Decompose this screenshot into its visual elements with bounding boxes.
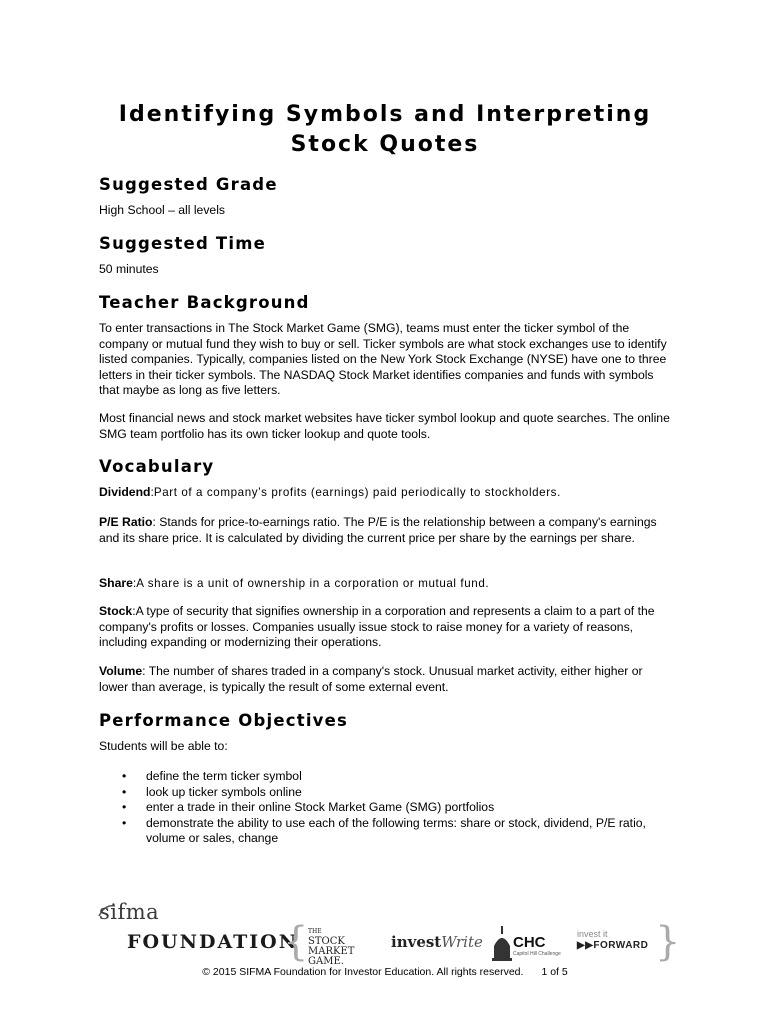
copyright-text: © 2015 SIFMA Foundation for Investor Education. All rights reserved. xyxy=(202,966,524,978)
investwrite-a: invest xyxy=(391,933,442,951)
smg-the: THE xyxy=(308,928,322,935)
vocab-definition: The number of shares traded in a company's stock. Unusual market activity, either higher or lower than average, is typically the result of some external event. xyxy=(99,664,643,694)
background-paragraph-2: Most financial news and stock market websites have ticker symbol lookup and quote searches. The online SMG team portfolio has its own ticker lookup and quote tools. xyxy=(99,411,670,441)
foundation-logo: FOUNDATION xyxy=(127,931,299,953)
vocab-volume xyxy=(99,664,674,695)
smg-line-2: MARKET xyxy=(308,946,355,957)
title-line-1: Identifying Symbols and Interpreting xyxy=(118,102,652,127)
title-line-2: Stock Quotes xyxy=(290,132,480,157)
heading-suggested-time: Suggested Time xyxy=(99,234,266,253)
objectives-intro: Students will be able to: xyxy=(99,739,228,753)
vocab-definition: Stands for price-to-earnings ratio. The P/E is the relationship between a company's earnings and its share price. It is calculated by dividing the current price per share by the earnings per share. xyxy=(99,515,657,545)
chc-subtitle: Capitol Hill Challenge xyxy=(513,951,561,957)
vocab-sep: : xyxy=(142,664,149,678)
vocab-sep: : xyxy=(150,485,154,499)
footer-copyright xyxy=(0,966,770,978)
chc-logo: CHC xyxy=(513,934,546,951)
vocab-term: Volume xyxy=(99,664,143,678)
smg-line-3: GAME. xyxy=(308,956,344,967)
list-item: • look up ticker symbols online xyxy=(99,785,679,801)
page-number: 1 of 5 xyxy=(541,966,568,978)
invest-it-forward-logo: ▶▶FORWARD xyxy=(577,940,649,951)
time-text: 50 minutes xyxy=(99,262,159,276)
heading-teacher-background: Teacher Background xyxy=(99,293,310,312)
stock-market-game-logo xyxy=(308,927,354,967)
heading-vocabulary: Vocabulary xyxy=(99,457,215,476)
vocab-definition: Part of a company’s profits (earnings) paid periodically to stockholders. xyxy=(153,486,561,499)
brace-right-icon: } xyxy=(655,919,681,965)
sifma-logo: sifma xyxy=(99,900,160,924)
vocab-term: Dividend xyxy=(99,485,151,499)
vocab-term: Share xyxy=(99,576,133,590)
invest-it-label: invest it xyxy=(577,929,608,939)
vocab-sep: : xyxy=(132,576,137,590)
heading-suggested-grade: Suggested Grade xyxy=(99,175,278,194)
list-item: • demonstrate the ability to use each of the following terms: share or stock, dividend, P/E ratio, volume or sales, change xyxy=(99,816,679,847)
brace-left-icon: { xyxy=(283,919,309,965)
vocab-term: P/E Ratio xyxy=(99,515,153,529)
smg-line-1: STOCK xyxy=(308,936,345,947)
background-paragraph-1: To enter transactions in The Stock Market Game (SMG), teams must enter the ticker symbol of the company or mutual fund they wish to buy or sell. Ticker symbols are what stock exchanges use to identify listed companies. Typically, companies listed on the New York Stock Exchange (NYSE) have one to three letters in their ticker symbols. The NASDAQ Stock Market identifies companies and funds with symbols that maybe as long as five letters. xyxy=(99,321,667,397)
investwrite-b: Write xyxy=(441,933,483,951)
footer-logos xyxy=(95,900,681,970)
vocab-share xyxy=(99,576,674,592)
grade-text: High School – all levels xyxy=(99,203,226,217)
heading-performance-objectives: Performance Objectives xyxy=(99,711,349,730)
vocab-sep: : xyxy=(132,604,136,618)
vocab-pe-ratio xyxy=(99,515,674,546)
list-item: • define the term ticker symbol xyxy=(99,769,679,785)
list-item: • enter a trade in their online Stock Market Game (SMG) portfolios xyxy=(99,800,679,816)
vocab-term: Stock xyxy=(99,604,133,618)
vocab-sep: : xyxy=(152,515,160,529)
vocab-definition: A type of security that signifies ownership in a corporation and represents a claim to a part of the company's profits or losses. Companies usually issue stock to raise money for a variety of reasons, including expanding or modernizing their operations. xyxy=(99,604,655,649)
vocab-dividend xyxy=(99,485,674,501)
vocab-definition: A share is a unit of ownership in a corporation or mutual fund. xyxy=(136,577,490,590)
objectives-list xyxy=(99,769,679,847)
investwrite-logo xyxy=(391,933,483,951)
document-title xyxy=(60,100,710,160)
vocab-stock xyxy=(99,604,674,651)
